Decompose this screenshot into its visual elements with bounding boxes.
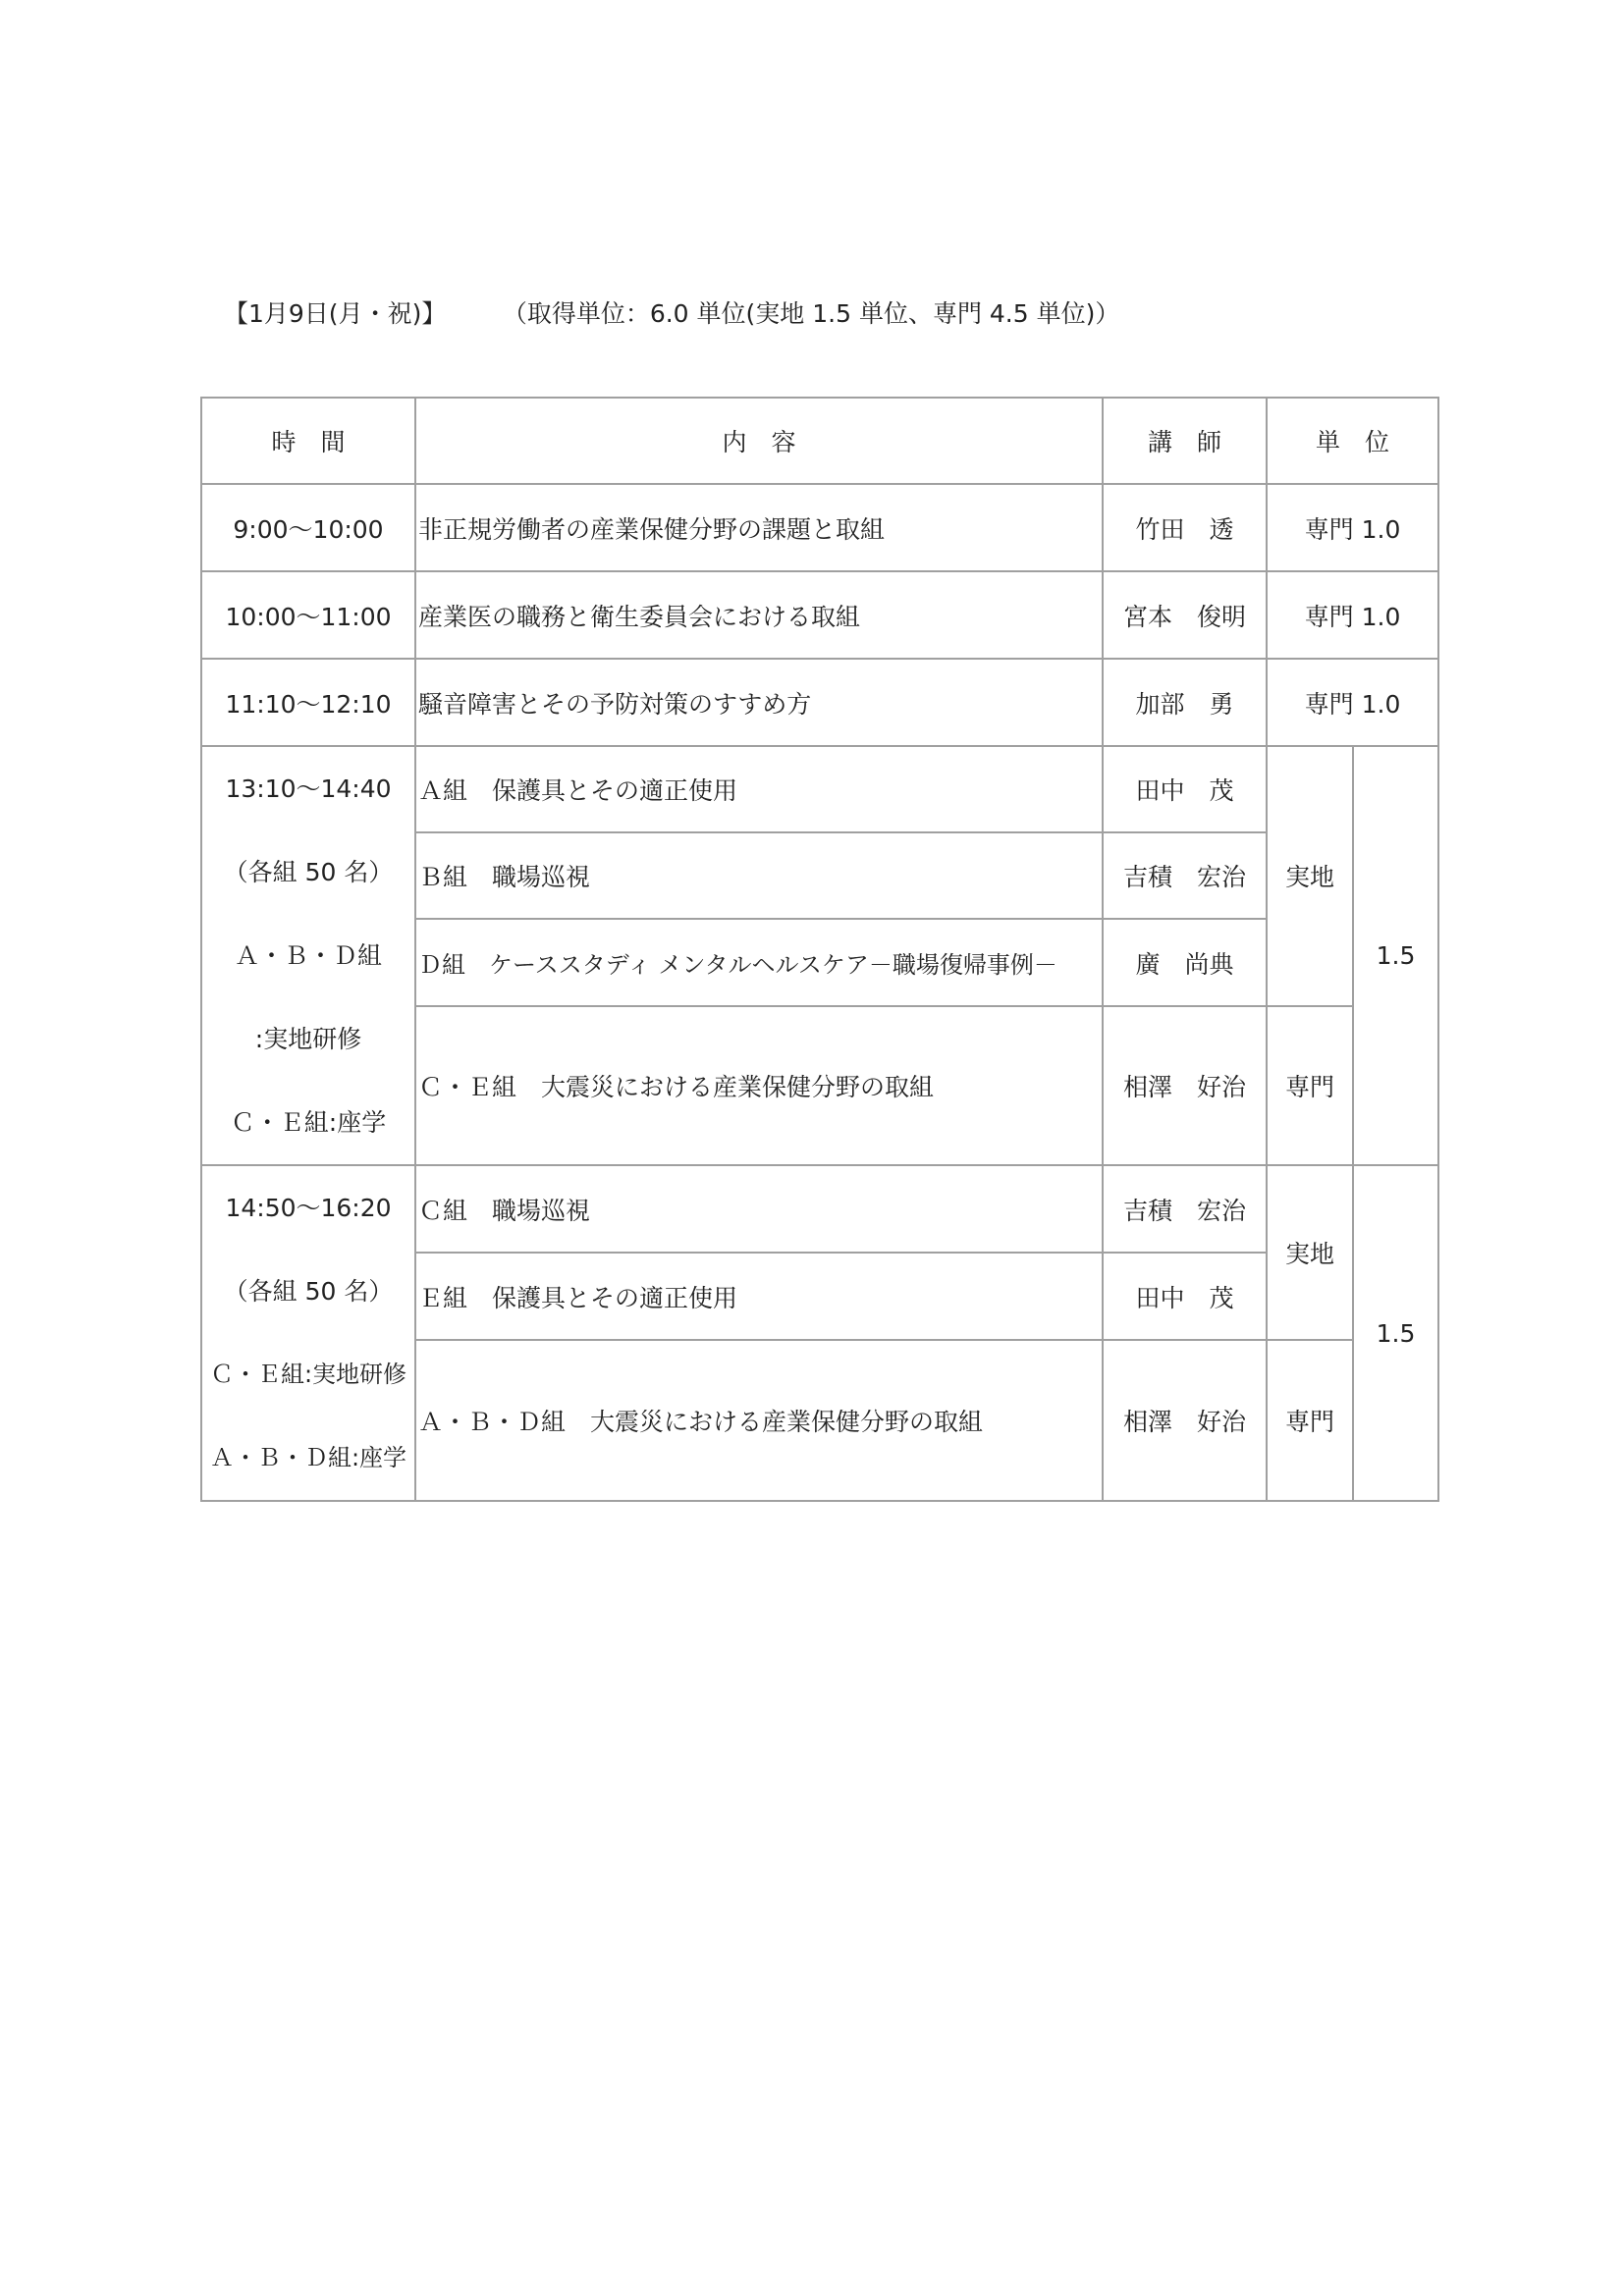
block-practical-label: :実地研修: [254, 1025, 362, 1053]
session-units: 専門 1.0: [1267, 484, 1438, 571]
table-row: [201, 484, 1438, 571]
session-content: Ｂ組 職場巡視: [415, 832, 1103, 919]
unit-value: 1.5: [1353, 746, 1438, 1165]
session-units: 専門 1.0: [1267, 659, 1438, 746]
session-lecturer: 廣 尚典: [1103, 919, 1267, 1005]
block-time: 14:50～16:20: [225, 1194, 392, 1222]
block-capacity: （各組 50 名）: [223, 858, 394, 886]
table-row: [201, 659, 1438, 746]
session-lecturer: 田中 茂: [1103, 746, 1267, 832]
session-time: 10:00～11:00: [201, 571, 415, 659]
block-lecture-groups: Ｃ・Ｅ組:座学: [230, 1108, 387, 1137]
block-time-cell: [201, 746, 415, 1165]
schedule-table: [200, 397, 1439, 1502]
session-content: 産業医の職務と衛生委員会における取組: [415, 571, 1103, 659]
block-capacity: （各組 50 名）: [223, 1277, 394, 1306]
header-row: [201, 398, 1438, 484]
table-row: [201, 746, 1438, 832]
session-time: 9:00～10:00: [201, 484, 415, 571]
block-time: 13:10～14:40: [225, 774, 392, 803]
session-content: Ｃ組 職場巡視: [415, 1165, 1103, 1253]
header-content: 内 容: [415, 398, 1103, 484]
header-lecturer: 講 師: [1103, 398, 1267, 484]
header-time: 時 間: [201, 398, 415, 484]
session-content: Ａ組 保護具とその適正使用: [415, 746, 1103, 832]
session-time: 11:10～12:10: [201, 659, 415, 746]
block-lecture-groups: Ａ・Ｂ・Ｄ組:座学: [209, 1444, 407, 1471]
unit-type-practical: 実地: [1267, 1165, 1353, 1340]
unit-type-specialist: 専門: [1267, 1006, 1353, 1165]
schedule-heading: [224, 294, 1119, 330]
session-lecturer: 相澤 好治: [1103, 1340, 1267, 1501]
block-time-cell: [201, 1165, 415, 1501]
session-units: 専門 1.0: [1267, 571, 1438, 659]
session-content: Ｄ組 ケーススタディ メンタルヘルスケア－職場復帰事例－: [415, 919, 1103, 1005]
date-heading: 【1月9日(月・祝)】: [224, 299, 447, 328]
session-content: 騒音障害とその予防対策のすすめ方: [415, 659, 1103, 746]
session-content: Ａ・Ｂ・Ｄ組 大震災における産業保健分野の取組: [415, 1340, 1103, 1501]
unit-type-specialist: 専門: [1267, 1340, 1353, 1501]
credit-summary: （取得単位：6.0 単位(実地 1.5 単位、専門 4.5 単位)）: [514, 299, 1120, 328]
session-lecturer: 加部 勇: [1103, 659, 1267, 746]
session-lecturer: 吉積 宏治: [1103, 1165, 1267, 1253]
table-row: [201, 571, 1438, 659]
block-groups-practical: Ａ・Ｂ・Ｄ組: [234, 941, 382, 970]
session-content: 非正規労働者の産業保健分野の課題と取組: [415, 484, 1103, 571]
session-lecturer: 宮本 俊明: [1103, 571, 1267, 659]
session-lecturer: 吉積 宏治: [1103, 832, 1267, 919]
session-content: Ｃ・Ｅ組 大震災における産業保健分野の取組: [415, 1006, 1103, 1165]
unit-value: 1.5: [1353, 1165, 1438, 1501]
session-lecturer: 相澤 好治: [1103, 1006, 1267, 1165]
table-row: [201, 1165, 1438, 1253]
session-lecturer: 田中 茂: [1103, 1253, 1267, 1340]
header-units: 単 位: [1267, 398, 1438, 484]
block-groups-practical: Ｃ・Ｅ組:実地研修: [209, 1361, 407, 1388]
unit-type-practical: 実地: [1267, 746, 1353, 1006]
session-content: Ｅ組 保護具とその適正使用: [415, 1253, 1103, 1340]
session-lecturer: 竹田 透: [1103, 484, 1267, 571]
